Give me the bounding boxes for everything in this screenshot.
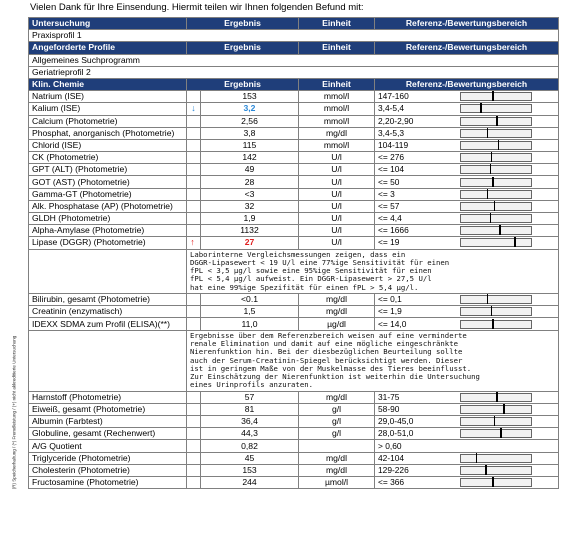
range-bar: [460, 320, 532, 329]
result-value: 81: [201, 403, 299, 415]
range-bar: [460, 405, 532, 414]
reference-range: <= 19: [378, 237, 400, 248]
test-name: Albumin (Farbtest): [29, 416, 187, 428]
reference-range: 28,0-51,0: [378, 428, 414, 439]
range-marker: [496, 116, 498, 126]
reference-range: 129-226: [378, 464, 409, 475]
praxis-row: [29, 30, 559, 42]
result-row: [29, 464, 559, 476]
results-table: [28, 17, 559, 489]
result-value: 28: [201, 176, 299, 188]
range-marker: [492, 91, 494, 101]
reference: [375, 306, 559, 318]
result-value: 115: [201, 139, 299, 151]
range-bar: [460, 454, 532, 463]
test-name: CK (Photometrie): [29, 152, 187, 164]
range-bar: [460, 92, 532, 101]
flag-cell: [187, 464, 201, 476]
unit: µg/dl: [299, 318, 375, 330]
result-value: 2,56: [201, 115, 299, 127]
result-row: [29, 213, 559, 225]
reference-wrap: [375, 465, 558, 476]
result-row: [29, 391, 559, 403]
flag-cell: [187, 318, 201, 330]
flag-cell: [187, 477, 201, 489]
range-bar: [460, 104, 532, 113]
reference-wrap: [375, 152, 558, 163]
reference-range: 2,20-2,90: [378, 115, 414, 126]
unit: g/l: [299, 403, 375, 415]
range-bar: [460, 178, 532, 187]
test-name: Fructosamine (Photometrie): [29, 477, 187, 489]
range-marker: [492, 177, 494, 187]
range-marker: [490, 213, 492, 223]
header-referenz-3: Referenz-/Bewertungsbereich: [375, 78, 559, 90]
result-row: [29, 318, 559, 330]
unit: mg/dl: [299, 294, 375, 306]
reference: [375, 440, 559, 452]
reference-range: 147-160: [378, 91, 409, 102]
test-name: Natrium (ISE): [29, 91, 187, 103]
range-marker: [499, 225, 501, 235]
range-marker: [514, 237, 516, 247]
reference-wrap: [375, 319, 558, 330]
reference: [375, 176, 559, 188]
flag-cell: [187, 115, 201, 127]
reference-range: <= 0,1: [378, 294, 402, 305]
reference-wrap: [375, 453, 558, 464]
result-row: [29, 294, 559, 306]
profile-header-row: [29, 42, 559, 54]
reference-wrap: [375, 392, 558, 403]
result-row: [29, 115, 559, 127]
test-name: Alk. Phosphatase (AP) (Photometrie): [29, 200, 187, 212]
result-value: 153: [201, 464, 299, 476]
unit: U/l: [299, 213, 375, 225]
header-referenz: Referenz-/Bewertungsbereich: [375, 18, 559, 30]
reference: [375, 139, 559, 151]
reference-wrap: [375, 140, 558, 151]
range-bar: [460, 141, 532, 150]
reference-wrap: [375, 177, 558, 188]
reference-wrap: [375, 189, 558, 200]
flag-cell: [187, 139, 201, 151]
test-name: Kalium (ISE): [29, 103, 187, 115]
range-bar: [460, 226, 532, 235]
result-value: 1,5: [201, 306, 299, 318]
reference: [375, 225, 559, 237]
range-marker: [494, 201, 496, 211]
reference-wrap: [375, 213, 558, 224]
flag-cell: [187, 237, 201, 249]
flag-cell: [187, 213, 201, 225]
header-ergebnis-3: Ergebnis: [187, 78, 299, 90]
reference: [375, 464, 559, 476]
header-profile: Angeforderte Profile: [29, 42, 187, 54]
result-value: 45: [201, 452, 299, 464]
range-marker: [485, 465, 487, 475]
reference: [375, 152, 559, 164]
result-value: 244: [201, 477, 299, 489]
unit: g/l: [299, 428, 375, 440]
flag-cell: [187, 452, 201, 464]
range-bar: [460, 295, 532, 304]
reference-range: <= 4,4: [378, 213, 402, 224]
profile-row: [29, 66, 559, 78]
test-name: Gamma-GT (Photometrie): [29, 188, 187, 200]
flag-cell: [187, 428, 201, 440]
result-row: [29, 428, 559, 440]
test-name: GOT (AST) (Photometrie): [29, 176, 187, 188]
range-bar: [460, 165, 532, 174]
range-bar: [460, 466, 532, 475]
unit: U/l: [299, 200, 375, 212]
range-marker: [498, 140, 500, 150]
result-value: 142: [201, 152, 299, 164]
range-bar: [460, 202, 532, 211]
flag-cell: [187, 306, 201, 318]
reference-wrap: [375, 91, 558, 102]
range-bar: [460, 307, 532, 316]
reference-range: <= 50: [378, 176, 400, 187]
test-name: Globuline, gesamt (Rechenwert): [29, 428, 187, 440]
test-name: Harnstoff (Photometrie): [29, 391, 187, 403]
unit: mmol/l: [299, 115, 375, 127]
range-bar: [460, 214, 532, 223]
reference: [375, 91, 559, 103]
header-einheit-2: Einheit: [299, 42, 375, 54]
reference-wrap: [375, 201, 558, 212]
reference-wrap: [375, 306, 558, 317]
reference: [375, 477, 559, 489]
reference-range: 42-104: [378, 452, 405, 463]
flag-cell: [187, 127, 201, 139]
test-name: A/G Quotient: [29, 440, 187, 452]
result-row: [29, 152, 559, 164]
result-value: 57: [201, 391, 299, 403]
reference-range: 31-75: [378, 391, 400, 402]
test-name: Cholesterin (Photometrie): [29, 464, 187, 476]
reference-wrap: [375, 404, 558, 415]
result-row: [29, 237, 559, 249]
range-bar: [460, 478, 532, 487]
reference-range: <= 3: [378, 188, 395, 199]
range-bar: [460, 129, 532, 138]
reference-range: 3,4-5,4: [378, 103, 405, 114]
test-name: Triglyceride (Photometrie): [29, 452, 187, 464]
result-value: 1,9: [201, 213, 299, 225]
result-row: [29, 306, 559, 318]
reference-wrap: [375, 416, 558, 427]
flag-cell: [187, 152, 201, 164]
range-marker: [487, 189, 489, 199]
reference-range: <= 366: [378, 477, 405, 488]
reference-range: 58-90: [378, 403, 400, 414]
note-spacer: [29, 249, 187, 293]
test-name: Chlorid (ISE): [29, 139, 187, 151]
result-row: [29, 416, 559, 428]
range-bar: [460, 429, 532, 438]
reference: [375, 428, 559, 440]
header-einheit: Einheit: [299, 18, 375, 30]
profile-item: Geriatrieprofil 2: [29, 66, 559, 78]
header-ergebnis-2: Ergebnis: [187, 42, 299, 54]
result-value: 3,8: [201, 127, 299, 139]
flag-cell: [187, 391, 201, 403]
note-text: Ergebnisse über dem Referenzbereich weisen auf eine verminderte renale Elimination und damit auf eine mögliche eingeschränkte Nierenfunktion hin. Bei der diesbezüglichen Beurteilung sollte auch der Serum-Creatinin-Spiegel berücksichtigt werden. Dieser ist in geringem Maße von der Muskelmasse des Tieres beeinflusst. Zur Einschätzung der Nierenfunktion ist weiterhin die Untersuchung eines Urinprofils anzuraten.: [187, 330, 559, 391]
reference-range: <= 14,0: [378, 318, 407, 329]
test-name: Calcium (Photometrie): [29, 115, 187, 127]
reference-range: 104-119: [378, 139, 409, 150]
flag-cell: [187, 188, 201, 200]
reference-range: 3,4-5,3: [378, 127, 405, 138]
flag-cell: [187, 200, 201, 212]
reference: [375, 452, 559, 464]
range-marker: [492, 319, 494, 329]
arrow-down-icon: ↓: [191, 103, 196, 114]
result-value: 1132: [201, 225, 299, 237]
flag-cell: [187, 416, 201, 428]
flag-cell: [187, 403, 201, 415]
result-value: 27: [201, 237, 299, 249]
range-bar: [460, 117, 532, 126]
reference: [375, 127, 559, 139]
test-name: Alpha-Amylase (Photometrie): [29, 225, 187, 237]
header-row: [29, 18, 559, 30]
unit: mg/dl: [299, 391, 375, 403]
klin-header-row: [29, 78, 559, 90]
range-marker: [487, 294, 489, 304]
range-marker: [487, 128, 489, 138]
note-row: [29, 249, 559, 293]
unit: U/l: [299, 164, 375, 176]
test-name: GPT (ALT) (Photometrie): [29, 164, 187, 176]
result-row: [29, 91, 559, 103]
range-marker: [500, 428, 502, 438]
reference: [375, 115, 559, 127]
arrow-up-icon: ↑: [190, 237, 195, 248]
result-value: <0.1: [201, 294, 299, 306]
flag-cell: [187, 176, 201, 188]
result-value: <3: [201, 188, 299, 200]
unit: µmol/l: [299, 477, 375, 489]
unit: [299, 440, 375, 452]
result-row: [29, 188, 559, 200]
result-row: [29, 127, 559, 139]
note-spacer: [29, 330, 187, 391]
flag-cell: [187, 91, 201, 103]
flag-cell: [187, 440, 201, 452]
reference-range: > 0,60: [378, 440, 402, 451]
note-text: Laborinterne Vergleichsmessungen zeigen, dass ein DGGR-Lipasewert < 19 U/l eine 77%ige Sensitivität für einen fPL < 3,5 µg/l sowie eine 95%ige Sensitivität für einen fPL < 5,4 µg/l aufweist. Ein DGGR-Lipasewert > 27,5 U/l hat eine 99%ige Spezifität für einen fPL > 5,4 µg/l.: [187, 249, 559, 293]
reference-wrap: [375, 116, 558, 127]
reference: [375, 103, 559, 115]
reference-wrap: [375, 428, 558, 439]
unit: mg/dl: [299, 306, 375, 318]
side-note: (R) Speicherhaltung / (*) Fremdleistung / (+) nicht akkreditierte Untersuchung: [11, 335, 17, 490]
intro-text: Vielen Dank für Ihre Einsendung. Hiermit teilen wir Ihnen folgenden Befund mit:: [30, 2, 364, 13]
range-bar: [460, 153, 532, 162]
header-referenz-2: Referenz-/Bewertungsbereich: [375, 42, 559, 54]
header-einheit-3: Einheit: [299, 78, 375, 90]
reference: [375, 391, 559, 403]
result-row: [29, 176, 559, 188]
reference-wrap: [375, 103, 558, 114]
result-value: 3,2: [201, 103, 299, 115]
reference: [375, 200, 559, 212]
result-row: [29, 452, 559, 464]
result-row: [29, 225, 559, 237]
note-row: [29, 330, 559, 391]
flag-cell: [187, 225, 201, 237]
unit: mg/dl: [299, 127, 375, 139]
result-value: 0,82: [201, 440, 299, 452]
unit: mg/dl: [299, 464, 375, 476]
reference: [375, 416, 559, 428]
result-row: [29, 139, 559, 151]
range-bar: [460, 417, 532, 426]
unit: g/l: [299, 416, 375, 428]
result-row: [29, 440, 559, 452]
result-value: 32: [201, 200, 299, 212]
test-name: IDEXX SDMA zum Profil (ELISA)(**): [29, 318, 187, 330]
reference: [375, 318, 559, 330]
range-bar: [460, 238, 532, 247]
reference-range: 29,0-45,0: [378, 416, 414, 427]
reference: [375, 403, 559, 415]
range-bar: [460, 393, 532, 402]
profile-item: Allgemeines Suchprogramm: [29, 54, 559, 66]
flag-cell: [187, 294, 201, 306]
unit: U/l: [299, 188, 375, 200]
range-marker: [490, 164, 492, 174]
unit: U/l: [299, 237, 375, 249]
reference-range: <= 104: [378, 164, 405, 175]
reference: [375, 164, 559, 176]
reference-wrap: [375, 237, 558, 248]
range-marker: [496, 392, 498, 402]
reference-range: <= 276: [378, 152, 405, 163]
reference-range: <= 57: [378, 200, 400, 211]
praxis-profile: Praxisprofil 1: [29, 30, 559, 42]
unit: mmol/l: [299, 91, 375, 103]
test-name: Eiweiß, gesamt (Photometrie): [29, 403, 187, 415]
header-ergebnis: Ergebnis: [187, 18, 299, 30]
unit: mmol/l: [299, 139, 375, 151]
test-name: Phosphat, anorganisch (Photometrie): [29, 127, 187, 139]
result-row: [29, 103, 559, 115]
test-name: GLDH (Photometrie): [29, 213, 187, 225]
reference-wrap: [375, 128, 558, 139]
unit: U/l: [299, 225, 375, 237]
reference-wrap: [375, 477, 558, 488]
result-row: [29, 200, 559, 212]
test-name: Creatinin (enzymatisch): [29, 306, 187, 318]
unit: mg/dl: [299, 452, 375, 464]
result-value: 11,0: [201, 318, 299, 330]
reference-wrap: [375, 294, 558, 305]
unit: U/l: [299, 176, 375, 188]
flag-cell: [187, 103, 201, 115]
reference: [375, 237, 559, 249]
result-row: [29, 403, 559, 415]
header-untersuchung: Untersuchung: [29, 18, 187, 30]
reference-wrap: [375, 441, 558, 452]
range-marker: [494, 416, 496, 426]
range-marker: [476, 453, 478, 463]
result-row: [29, 477, 559, 489]
header-klin: Klin. Chemie: [29, 78, 187, 90]
profile-row: [29, 54, 559, 66]
flag-cell: [187, 164, 201, 176]
reference-range: <= 1666: [378, 225, 409, 236]
range-marker: [492, 477, 494, 487]
reference: [375, 213, 559, 225]
result-value: 49: [201, 164, 299, 176]
test-name: Lipase (DGGR) (Photometrie): [29, 237, 187, 249]
result-value: 44,3: [201, 428, 299, 440]
unit: U/l: [299, 152, 375, 164]
reference: [375, 294, 559, 306]
result-value: 36,4: [201, 416, 299, 428]
range-marker: [480, 103, 482, 113]
range-bar: [460, 190, 532, 199]
range-marker: [491, 152, 493, 162]
reference-wrap: [375, 225, 558, 236]
unit: mmol/l: [299, 103, 375, 115]
reference-range: <= 1,9: [378, 306, 402, 317]
range-marker: [491, 306, 493, 316]
reference-wrap: [375, 164, 558, 175]
reference: [375, 188, 559, 200]
test-name: Bilirubin, gesamt (Photometrie): [29, 294, 187, 306]
range-marker: [503, 404, 505, 414]
result-value: 153: [201, 91, 299, 103]
result-row: [29, 164, 559, 176]
